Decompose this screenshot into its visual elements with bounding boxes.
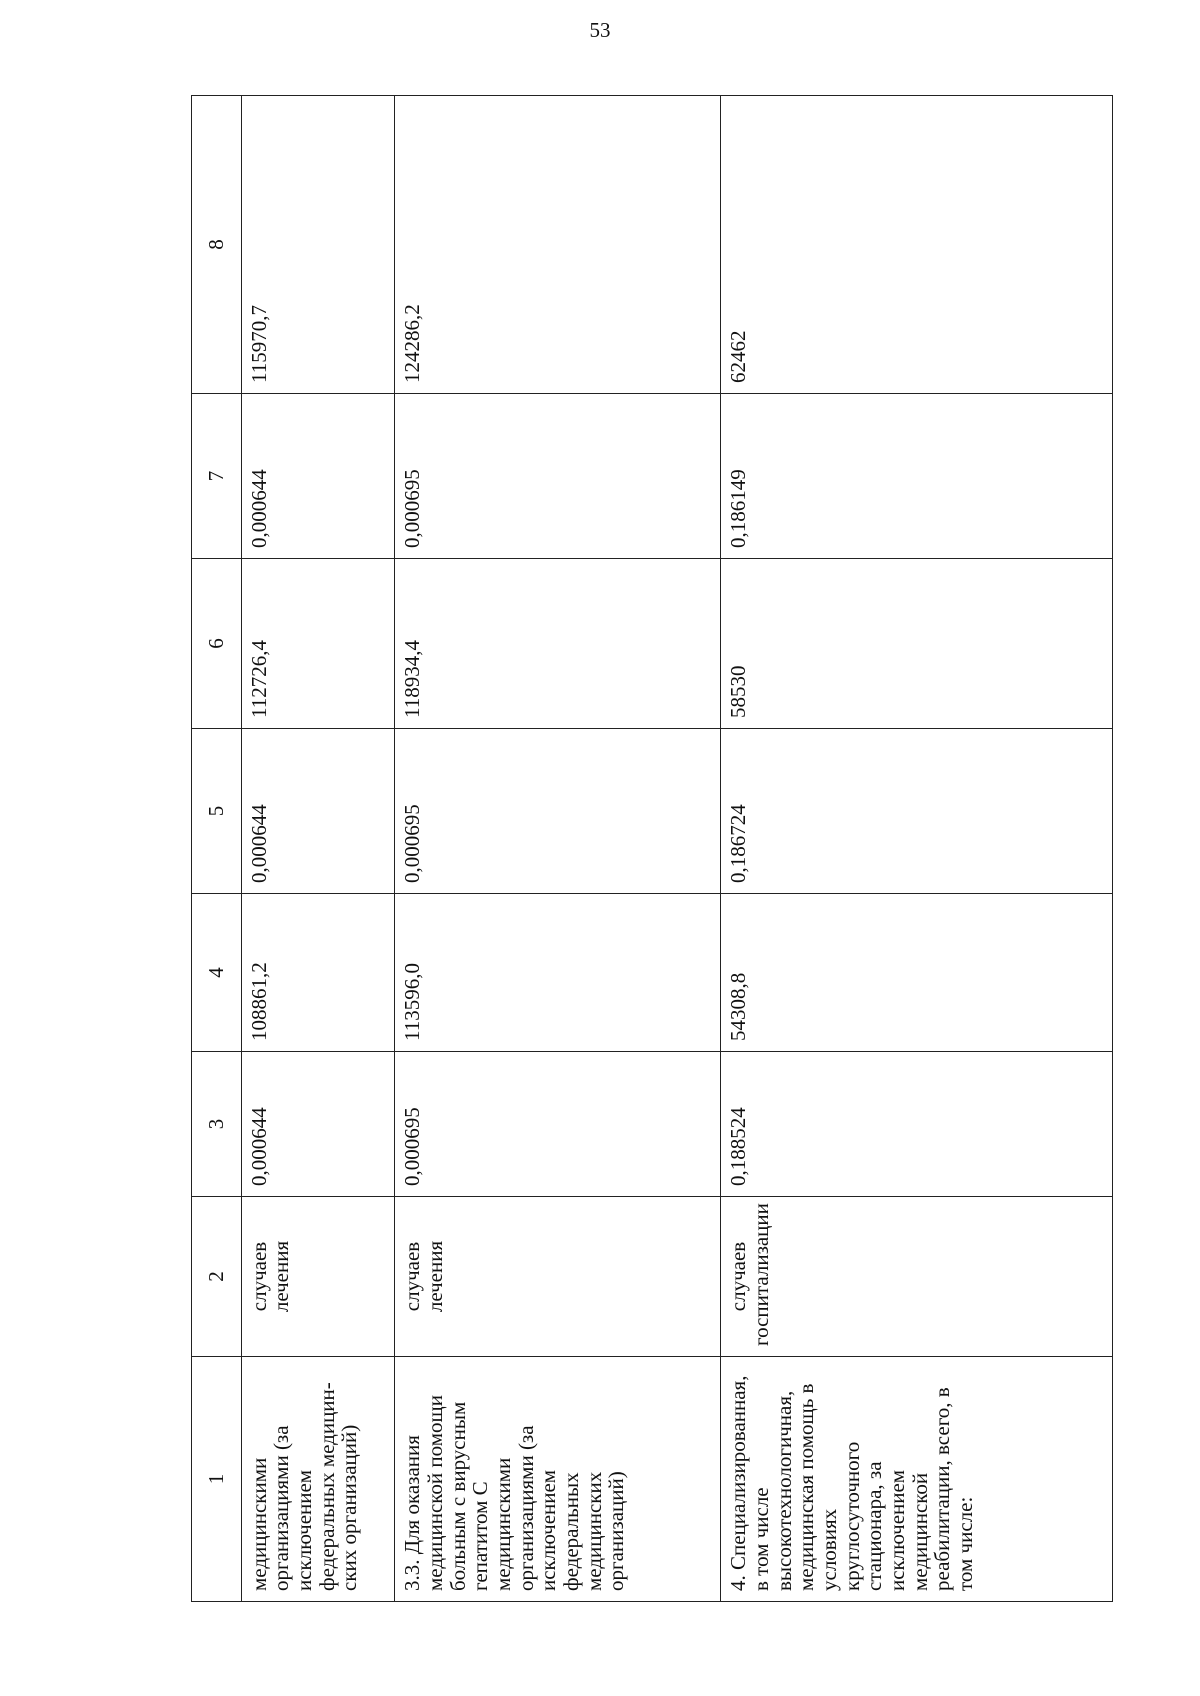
data-table xyxy=(191,95,1113,1602)
header-cell: 6 xyxy=(192,559,242,729)
row-name-cell: медицинскими организациями (за исключением федеральных медицин-ских организаций) xyxy=(241,1357,395,1602)
row-name-cell: 3.3. Для оказания медицинской помощи больным с вирусным гепатитом С медицинскими организациями (за исключением федеральных медицинских организаций) xyxy=(395,1357,721,1602)
page-number: 53 xyxy=(589,18,611,42)
value-cell: 108861,2 xyxy=(241,894,395,1052)
row-name-cell: 4. Специализированная, в том числе высокотехнологичная, медицинская помощь в условиях круглосуточного стационара, за исключением медицинской реабилитации, всего, в том числе: xyxy=(721,1357,1113,1602)
rotated-table-container xyxy=(191,96,1113,1602)
value-cell: 112726,4 xyxy=(241,559,395,729)
value-cell: 58530 xyxy=(721,559,1113,729)
header-cell: 5 xyxy=(192,729,242,894)
header-cell: 3 xyxy=(192,1052,242,1197)
header-cell: 8 xyxy=(192,96,242,394)
header-cell: 2 xyxy=(192,1197,242,1357)
header-cell: 4 xyxy=(192,894,242,1052)
value-cell: 0,188524 xyxy=(721,1052,1113,1197)
value-cell: 0,186724 xyxy=(721,729,1113,894)
value-cell: 118934,4 xyxy=(395,559,721,729)
value-cell: 0,000695 xyxy=(395,1052,721,1197)
unit-cell: случаев лечения xyxy=(241,1197,395,1357)
value-cell: 0,000695 xyxy=(395,394,721,559)
value-cell: 124286,2 xyxy=(395,96,721,394)
value-cell: 115970,7 xyxy=(241,96,395,394)
value-cell: 0,000644 xyxy=(241,729,395,894)
unit-cell: случаев госпитализации xyxy=(721,1197,1113,1357)
value-cell: 0,000644 xyxy=(241,394,395,559)
header-cell: 7 xyxy=(192,394,242,559)
table-row xyxy=(721,96,1113,1602)
value-cell: 0,000695 xyxy=(395,729,721,894)
value-cell: 0,000644 xyxy=(241,1052,395,1197)
value-cell: 62462 xyxy=(721,96,1113,394)
value-cell: 54308,8 xyxy=(721,894,1113,1052)
table-row xyxy=(241,96,395,1602)
unit-cell: случаев лечения xyxy=(395,1197,721,1357)
table-row xyxy=(395,96,721,1602)
value-cell: 0,186149 xyxy=(721,394,1113,559)
header-row xyxy=(192,96,242,1602)
value-cell: 113596,0 xyxy=(395,894,721,1052)
header-cell: 1 xyxy=(192,1357,242,1602)
